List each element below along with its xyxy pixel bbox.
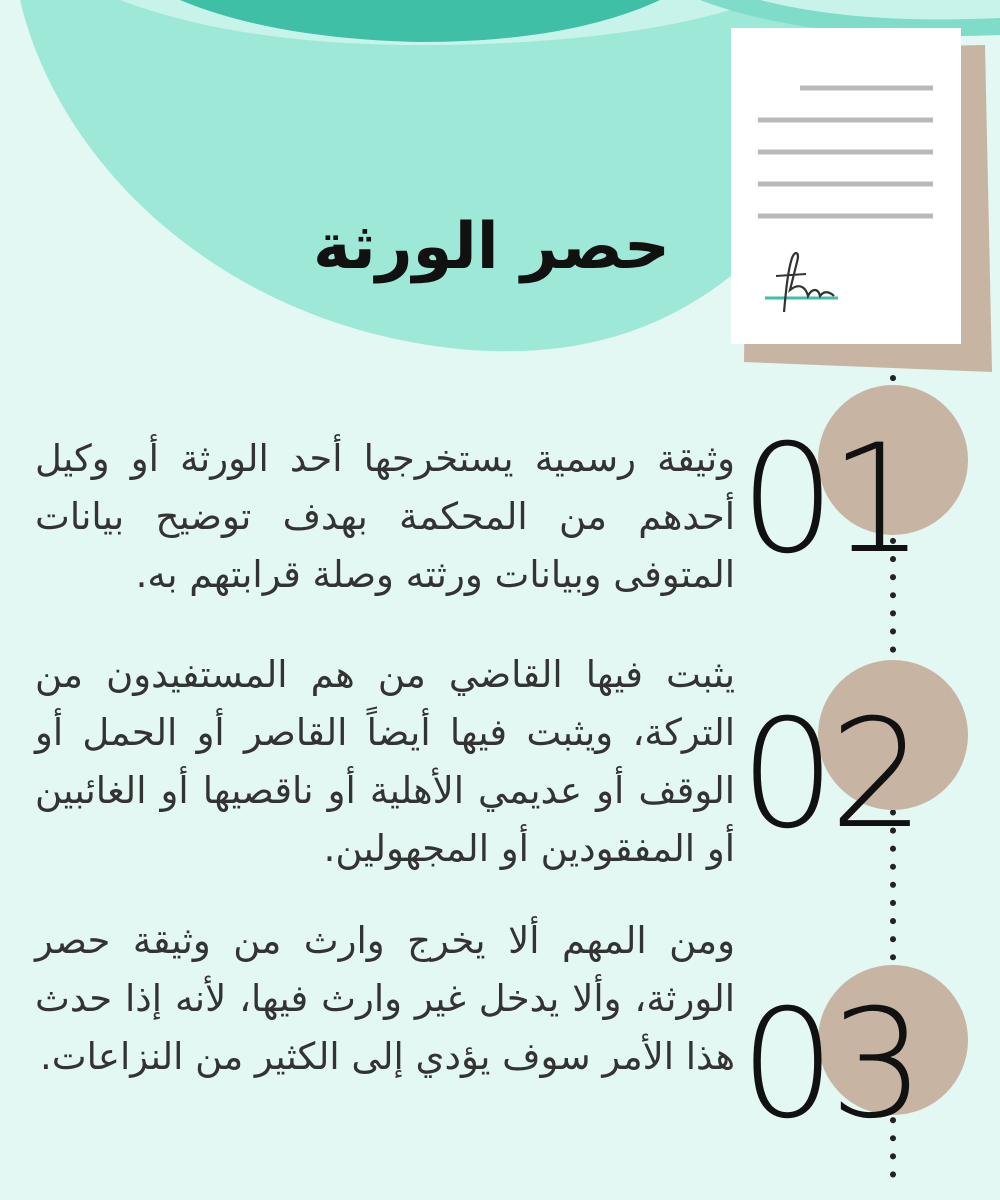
step-text-1: وثيقة رسمية يستخرجها أحد الورثة أو وكيل أحدهم من المحكمة بهدف توضيح بيانات المتوفى وبيانات ورثته وصلة قرابتهم به. xyxy=(35,437,735,596)
step-text-3: ومن المهم ألا يخرج وارث من وثيقة حصر الورثة، وألا يدخل غير وارث فيها، لأنه إذا حدث هذا الأمر سوف يؤدي إلى الكثير من النزاعات. xyxy=(35,919,735,1078)
step-number-1: 01 xyxy=(740,413,919,587)
step-number-3: 03 xyxy=(740,978,919,1152)
step-text-2: يثبت فيها القاضي من هم المستفيدون من التركة، ويثبت فيها أيضاً القاصر أو الحمل أو الوقف أو عديمي الأهلية أو ناقصيها أو الغائبين أو المفقودين أو المجهولين. xyxy=(35,653,735,870)
page-title: حصر الورثة xyxy=(312,210,670,284)
step-number-2: 02 xyxy=(740,688,919,862)
document-signature-icon xyxy=(731,28,992,372)
